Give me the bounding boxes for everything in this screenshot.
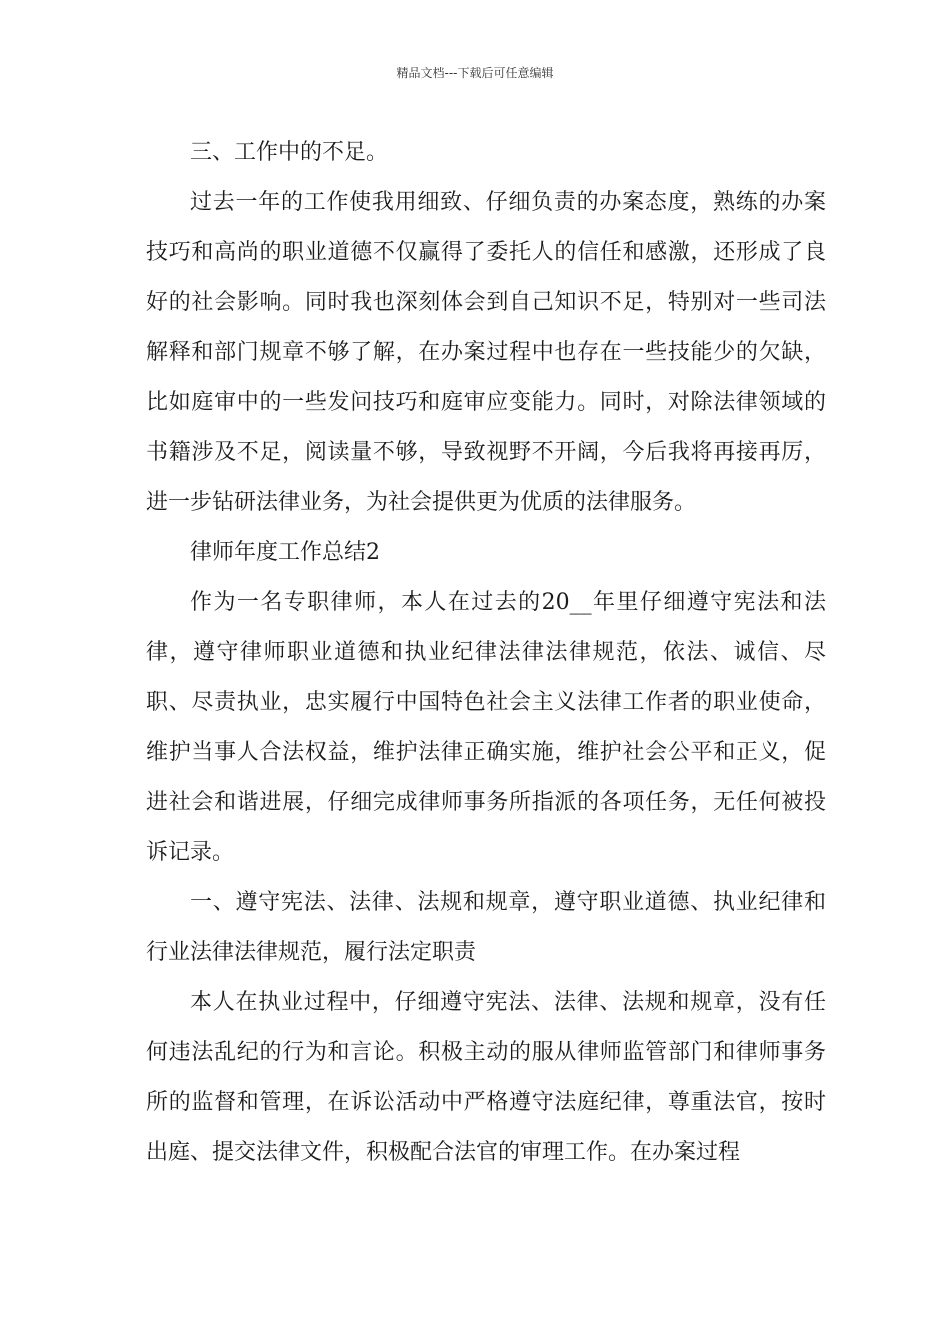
body-paragraph: 本人在执业过程中，仔细遵守宪法、法律、法规和规章，没有任何违法乱纪的行为和言论。积极主动的服从律师监管部门和律师事务所的监督和管理，在诉讼活动中严格遵守法庭纪律，尊重法官，按时出庭、提交法律文件，积极配合法官的审理工作。在办案过程 bbox=[146, 990, 826, 1165]
section-heading-compliance: 一、遵守宪法、法律、法规和规章，遵守职业道德、执业纪律和行业法律法律规范，履行法定职责 bbox=[146, 890, 826, 965]
document-title: 律师年度工作总结2 bbox=[190, 540, 380, 565]
page-header: 精品文档---下载后可任意编辑 bbox=[396, 66, 554, 80]
section-heading-shortcomings: 三、工作中的不足。 bbox=[190, 140, 389, 165]
body-paragraph: 作为一名专职律师，本人在过去的20__年里仔细遵守宪法和法律，遵守律师职业道德和执业纪律法律法律规范，依法、诚信、尽职、尽责执业，忠实履行中国特色社会主义法律工作者的职业使命，维护当事人合法权益，维护法律正确实施，维护社会公平和正义，促进社会和谐进展，仔细完成律师事务所指派的各项任务，无任何被投诉记录。 bbox=[146, 590, 826, 865]
body-paragraph: 过去一年的工作使我用细致、仔细负责的办案态度，熟练的办案技巧和高尚的职业道德不仅赢得了委托人的信任和感激，还形成了良好的社会影响。同时我也深刻体会到自己知识不足，特别对一些司法解释和部门规章不够了解，在办案过程中也存在一些技能少的欠缺，比如庭审中的一些发问技巧和庭审应变能力。同时，对除法律领域的书籍涉及不足，阅读量不够，导致视野不开阔，今后我将再接再厉，进一步钻研法律业务，为社会提供更为优质的法律服务。 bbox=[146, 190, 826, 515]
document-body bbox=[146, 128, 826, 1178]
